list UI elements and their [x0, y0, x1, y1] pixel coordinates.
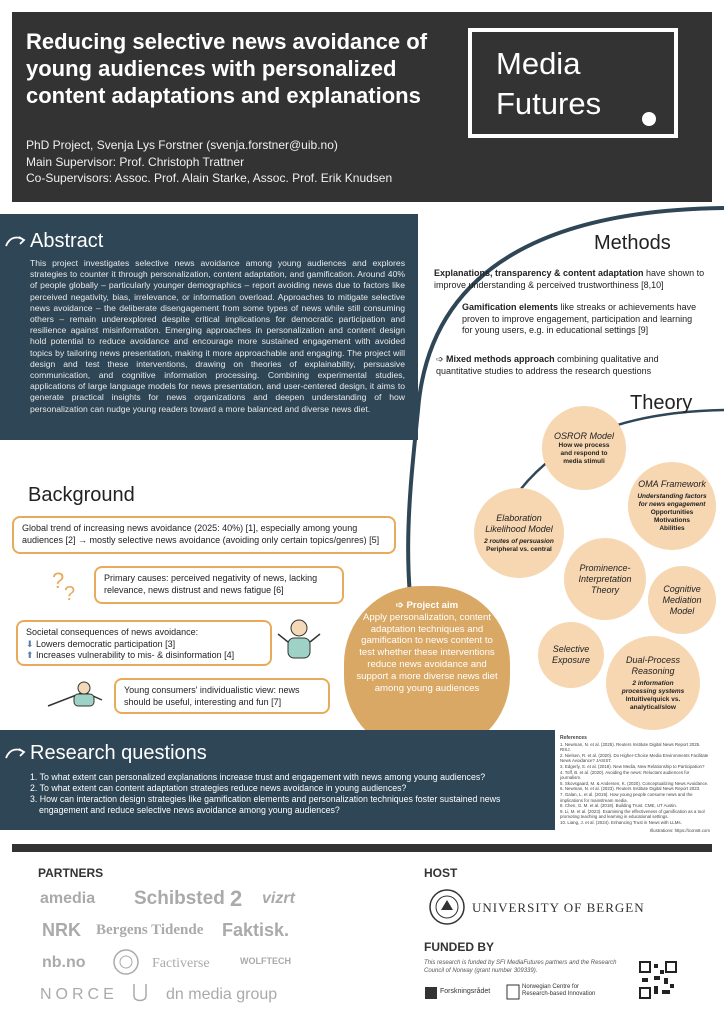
funder-sfi: Norwegian Centre for Research-based Innovation	[522, 984, 596, 997]
logo-dot	[642, 112, 656, 126]
dpr-items: Intuitive/quick vs. analytical/slow	[625, 695, 681, 711]
method-mixed-bold: Mixed methods approach	[446, 354, 555, 364]
method-explanations-bold: Explanations, transparency & content adaptation	[434, 268, 644, 278]
funded-title: FUNDED BY	[424, 940, 495, 954]
research-question-3: 3. How can interaction design strategies like gamification elements and personalization techniques foster sustained news engagement and reduce selective news avoidance among young audiences?	[30, 794, 501, 815]
qr-code-icon	[638, 960, 678, 1000]
consequences-title: Societal consequences of news avoidance:	[26, 627, 199, 637]
theory-dual-process	[606, 636, 700, 730]
oma-sub: Understanding factors for news engagement	[637, 493, 707, 508]
project-aim-label: Project aim	[406, 600, 459, 611]
svg-text:?: ?	[64, 583, 76, 605]
reference-item: 4. Toff, B. et al. (2020). Avoiding the news: Reluctant audiences for journalism.	[560, 769, 690, 781]
background-trend-box: Global trend of increasing news avoidance (2025: 40%) [1], especially among young audiences [2] → mostly selective news avoidance (avoiding only certain topics/genres) [5]	[12, 516, 396, 554]
partner-logo-vizrt: vizrt	[262, 890, 295, 907]
partner-logo-schibsted: Schibsted	[134, 888, 225, 909]
methods-title: Methods	[594, 232, 671, 254]
se-title: Selective Exposure	[551, 644, 591, 665]
partner-logo-faktisk: Faktisk.	[222, 920, 290, 940]
method-gamification-bold: Gamification elements	[462, 302, 559, 312]
method-mixed-rest: combining qualitative and quantitative studies to address the research questions	[436, 354, 659, 376]
osror-title: OSROR Model	[553, 430, 615, 441]
footer-divider	[12, 844, 712, 852]
partner-logo-norce: NORCE	[40, 986, 118, 1003]
sfi-icon	[506, 984, 520, 1000]
logo-line2: Futures	[496, 86, 602, 121]
theory-osror	[542, 406, 626, 490]
question-marks-icon	[50, 566, 84, 606]
arrow-right-icon: ➩	[436, 354, 447, 364]
research-question-1: 1. To what extent can personalized explanations increase trust and engagement with news among young audiences?	[30, 772, 486, 782]
method-gamification-rest: like streaks or achievements have proven to improve engagement, participation and learning for young users, e.g. in educational settings [9]	[462, 302, 697, 335]
theory-cmm	[648, 566, 716, 634]
partner-logo-tv2: 2	[230, 886, 243, 911]
host-title: HOST	[424, 866, 458, 880]
reference-item: 2. Nielsen, R. et al. (2020). Do Higher-Choice Media Environments Facilitate News Avoidance? JASIST.	[560, 752, 709, 764]
partner-logo-nrk: NRK	[42, 920, 81, 940]
background-young-consumers-box: Young consumers' individualistic view: news should be useful, interesting and fun [7]	[114, 678, 330, 714]
theory-oma	[628, 462, 716, 550]
main-supervisor-line: Main Supervisor: Prof. Christoph Trattner	[26, 155, 245, 169]
cmm-title: Cognitive Mediation Model	[662, 583, 702, 616]
method-mixed	[436, 354, 696, 377]
reference-item: 7. Galan, L. et al. (2019). How young people consume news and the implications for mainstream media.	[560, 791, 693, 803]
svg-text:?: ?	[52, 568, 65, 593]
consequence-item-2	[26, 650, 262, 662]
background-causes-box: Primary causes: perceived negativity of news, lacking relevance, news distrust and news fatigue [6]	[94, 566, 344, 604]
references-title: References	[560, 735, 587, 741]
project-aim	[354, 600, 500, 694]
arrow-icon	[4, 744, 28, 762]
method-explanations	[434, 268, 716, 291]
reference-item: 8. Chen, G. M. et al. (2019). Building Trust. CME, UT Austin.	[560, 803, 678, 809]
reference-item: 6. Newman, N. et al. (2023). Reuters Institute Digital News Report 2023.	[560, 786, 701, 792]
abstract-text: This project investigates selective news avoidance among young audiences and explores strategies to counter it through personalization, content adaptation, and gamification. Around 40% of people globally – particularly younger demographics – report avoiding news due to factors like perceived negativity, bias, irrelevance, or information overload. Approaches to mitigate selective news avoidance – the deliberate disengagement from some types of news while still consuming others – remain underexplored despite critical implications for democratic participation and resilience against misinformation. Emerging approaches in personalization and content design hold potential to reduce avoidance and encourage more sustained engagement with avoided topics by tailoring news presentation, making it more approachable and engaging. The project will design and test these interventions, drawing on theories of explainability, persuasive communication, and cognitive information processing. Combining experimental studies, applications of large language models for news presentation, and user-centered design, it aims to generate practical insights for news organizations and deepen understanding of how personalization can nudge young readers toward a more balanced and diverse news diet.	[30, 258, 405, 414]
theory-pit	[564, 538, 646, 620]
project-aim-text: Apply personalization, content adaptation techniques and gamification to news content to test whether these interventions reduce news avoidance and support a more diverse news diet among young audiences	[356, 611, 498, 694]
background-consequences-box	[16, 620, 272, 666]
project-aim-label-row	[354, 600, 500, 612]
reference-item: 3. Edgerly, S. et al. (2018). New Media, New Relationship to Participation?	[560, 763, 705, 769]
dpr-title: Dual-Process Reasoning	[625, 654, 681, 676]
reference-item: 9. Li, M. et al. (2023). Examining the effectiveness of gamification as a tool promoting teaching and learning in educational settings.	[560, 808, 705, 820]
elm-title: Elaboration Likelihood Model	[485, 512, 553, 534]
research-question-2: 2. To what extent can content adaptation strategies reduce news avoidance in young audiences?	[30, 783, 407, 793]
author-line: PhD Project, Svenja Lys Forstner (svenja.forstner@uib.no)	[26, 138, 338, 152]
uib-seal-icon	[428, 888, 466, 926]
partner-logo-seal-icon	[112, 948, 140, 976]
reference-item: 1. Newman, N. et al. (2025). Reuters Institute Digital News Report 2025. RISJ.	[560, 741, 701, 753]
logo-line1: Media	[496, 46, 581, 81]
abstract-title: Abstract	[30, 230, 104, 252]
funder-forskningsradet: Forskningsrådet	[440, 988, 491, 995]
consequence-item-1	[26, 639, 262, 651]
partner-logo-bergens-tidende: Bergens Tidende	[96, 922, 204, 938]
partner-logo-factiverse: Factiverse	[152, 956, 210, 971]
oma-items: Opportunities Motivations Abilities	[650, 509, 694, 532]
reading-person-icon	[44, 672, 106, 712]
poster-title: Reducing selective news avoidance of young audiences with personalized content adaptations and explanations	[26, 29, 428, 108]
confused-person-icon	[274, 612, 324, 662]
dpr-sub: 2 information processing systems	[621, 679, 685, 695]
method-explanations-rest: have shown to improve understanding & perceived trustworthiness [8,10]	[434, 268, 705, 290]
co-supervisors-line: Co-Supervisors: Assoc. Prof. Alain Starke, Assoc. Prof. Erik Knudsen	[26, 171, 393, 185]
elm-items: Peripheral vs. central	[486, 545, 552, 553]
partner-logo-wolftech: WOLFTECH	[240, 956, 291, 966]
elm-sub: 2 routes of persuasion	[484, 537, 554, 545]
references	[560, 736, 710, 833]
arrow-right-icon: ➩	[395, 600, 407, 611]
pit-title: Prominence-Interpretation Theory	[578, 562, 632, 595]
illustration-credit: Illustrations: https://icons8.com	[649, 827, 710, 833]
background-title: Background	[28, 484, 135, 506]
partner-logo-uis-icon	[130, 980, 150, 1006]
method-gamification	[462, 302, 698, 337]
reference-item: 5. Skovsgaard, M. & Andersen, K. (2020). Conceptualizing News Avoidance.	[560, 780, 709, 786]
consequence-item-2-text: Increases vulnerability to mis- & disinformation [4]	[36, 650, 235, 660]
research-questions-list	[30, 772, 550, 816]
partners-title: PARTNERS	[38, 866, 104, 880]
partner-logo-nb: nb.no	[42, 954, 86, 971]
forskningsradet-icon	[424, 986, 438, 1000]
down-arrow-icon: ⬇	[26, 638, 37, 649]
theory-selective-exposure	[538, 622, 604, 688]
research-questions-title: Research questions	[30, 742, 207, 764]
theory-elm	[474, 488, 564, 578]
osror-sub: How we process and respond to media stimuli	[558, 441, 610, 465]
funding-text: This research is funded by SFI MediaFutures partners and the Research Council of Norway (grant number 309339).	[424, 960, 617, 974]
partner-logo-dn-media-group: dn media group	[166, 986, 278, 1003]
arrow-icon	[4, 232, 28, 250]
oma-title: OMA Framework	[638, 479, 706, 489]
up-arrow-icon: ⬆	[26, 650, 37, 660]
host-university: UNIVERSITY OF BERGEN	[472, 900, 645, 915]
reference-item: 10. Liang, J. et al. (2024). Enhancing Trust in News with LLMs.	[560, 819, 682, 825]
media-futures-logo	[468, 28, 678, 138]
theory-title: Theory	[630, 392, 693, 414]
consequence-item-1-text: Lowers democratic participation [3]	[36, 638, 176, 649]
partner-logo-amedia: amedia	[40, 890, 96, 907]
